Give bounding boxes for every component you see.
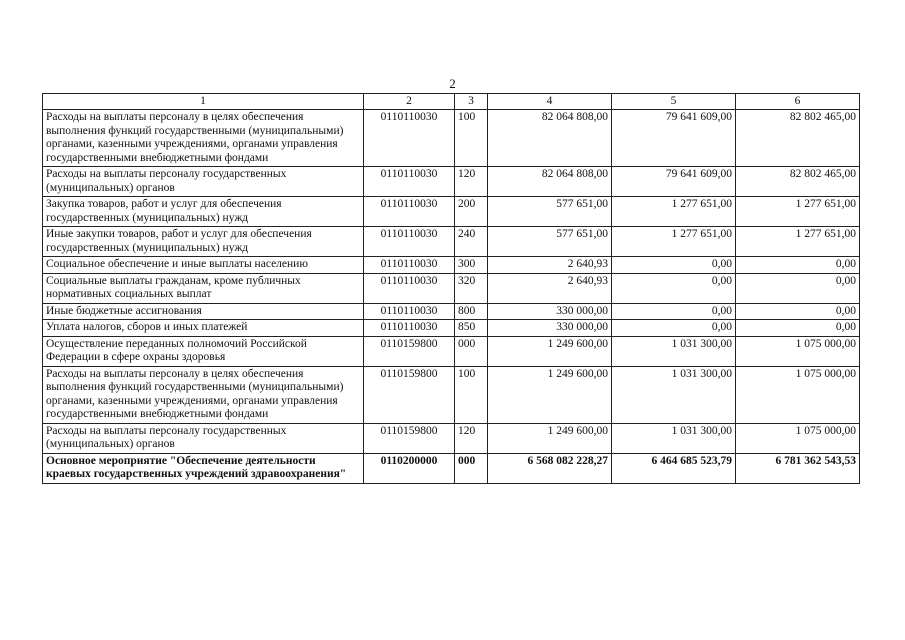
target-article-cell: 0110110030 [364,197,455,227]
expense-type-cell: 000 [455,336,488,366]
amount-col4-cell: 82 064 808,00 [488,167,612,197]
page-number: 2 [449,76,456,91]
amount-col4-cell: 1 249 600,00 [488,366,612,423]
amount-col6-cell: 82 802 465,00 [736,110,860,167]
table-row [43,320,860,337]
expense-name-cell: Социальное обеспечение и иные выплаты населению [43,257,364,274]
amount-col6-cell: 0,00 [736,257,860,274]
target-article-cell: 0110110030 [364,110,455,167]
table-row [43,273,860,303]
amount-col6-cell: 1 277 651,00 [736,227,860,257]
amount-col6-cell: 6 781 362 543,53 [736,453,860,483]
table-header-row [43,94,860,110]
expense-type-cell: 200 [455,197,488,227]
table-row [43,167,860,197]
amount-col4-cell: 577 651,00 [488,227,612,257]
amount-col4-cell: 1 249 600,00 [488,423,612,453]
table-row [43,110,860,167]
amount-col5-cell: 0,00 [612,303,736,320]
column-header: 6 [736,94,860,110]
target-article-cell: 0110159800 [364,366,455,423]
target-article-cell: 0110200000 [364,453,455,483]
target-article-cell: 0110110030 [364,257,455,274]
expense-name-cell: Иные бюджетные ассигнования [43,303,364,320]
expense-type-cell: 850 [455,320,488,337]
table-row [43,423,860,453]
target-article-cell: 0110110030 [364,227,455,257]
expense-name-cell: Иные закупки товаров, работ и услуг для обеспечения государственных (муниципальных) нужд [43,227,364,257]
target-article-cell: 0110110030 [364,167,455,197]
table-row [43,336,860,366]
amount-col5-cell: 6 464 685 523,79 [612,453,736,483]
amount-col6-cell: 1 075 000,00 [736,423,860,453]
amount-col6-cell: 0,00 [736,303,860,320]
amount-col6-cell: 1 075 000,00 [736,336,860,366]
target-article-cell: 0110110030 [364,303,455,320]
amount-col5-cell: 1 031 300,00 [612,336,736,366]
table-row [43,366,860,423]
column-header: 1 [43,94,364,110]
table-row [43,197,860,227]
expense-type-cell: 120 [455,423,488,453]
column-header: 4 [488,94,612,110]
expense-type-cell: 240 [455,227,488,257]
expense-name-cell: Основное мероприятие "Обеспечение деятельности краевых государственных учреждений здравоохранения" [43,453,364,483]
amount-col6-cell: 1 277 651,00 [736,197,860,227]
column-header: 5 [612,94,736,110]
table-row [43,257,860,274]
table-row [43,227,860,257]
expense-name-cell: Осуществление переданных полномочий Российской Федерации в сфере охраны здоровья [43,336,364,366]
amount-col4-cell: 330 000,00 [488,320,612,337]
expense-type-cell: 800 [455,303,488,320]
target-article-cell: 0110110030 [364,273,455,303]
target-article-cell: 0110110030 [364,320,455,337]
expense-name-cell: Расходы на выплаты персоналу в целях обеспечения выполнения функций государственными (муниципальными) органами, казенными учреждениями, органами управления государственными внебюджетными фондами [43,366,364,423]
amount-col5-cell: 0,00 [612,320,736,337]
expense-name-cell: Уплата налогов, сборов и иных платежей [43,320,364,337]
amount-col4-cell: 82 064 808,00 [488,110,612,167]
amount-col5-cell: 0,00 [612,273,736,303]
amount-col4-cell: 577 651,00 [488,197,612,227]
amount-col4-cell: 2 640,93 [488,273,612,303]
budget-table [42,93,860,484]
amount-col4-cell: 6 568 082 228,27 [488,453,612,483]
amount-col5-cell: 1 277 651,00 [612,197,736,227]
expense-name-cell: Расходы на выплаты персоналу в целях обеспечения выполнения функций государственными (муниципальными) органами, казенными учреждениями, органами управления государственными внебюджетными фондами [43,110,364,167]
table-row [43,303,860,320]
amount-col5-cell: 1 031 300,00 [612,423,736,453]
amount-col6-cell: 82 802 465,00 [736,167,860,197]
amount-col5-cell: 79 641 609,00 [612,110,736,167]
amount-col5-cell: 0,00 [612,257,736,274]
amount-col6-cell: 1 075 000,00 [736,366,860,423]
expense-name-cell: Закупка товаров, работ и услуг для обеспечения государственных (муниципальных) нужд [43,197,364,227]
expense-type-cell: 320 [455,273,488,303]
amount-col6-cell: 0,00 [736,320,860,337]
column-header: 2 [364,94,455,110]
amount-col5-cell: 1 277 651,00 [612,227,736,257]
expense-name-cell: Социальные выплаты гражданам, кроме публичных нормативных социальных выплат [43,273,364,303]
target-article-cell: 0110159800 [364,336,455,366]
amount-col6-cell: 0,00 [736,273,860,303]
amount-col5-cell: 79 641 609,00 [612,167,736,197]
column-header: 3 [455,94,488,110]
table-row [43,453,860,483]
amount-col5-cell: 1 031 300,00 [612,366,736,423]
amount-col4-cell: 2 640,93 [488,257,612,274]
expense-type-cell: 120 [455,167,488,197]
target-article-cell: 0110159800 [364,423,455,453]
expense-type-cell: 100 [455,366,488,423]
expense-type-cell: 000 [455,453,488,483]
expense-name-cell: Расходы на выплаты персоналу государственных (муниципальных) органов [43,423,364,453]
amount-col4-cell: 330 000,00 [488,303,612,320]
amount-col4-cell: 1 249 600,00 [488,336,612,366]
expense-type-cell: 300 [455,257,488,274]
expense-name-cell: Расходы на выплаты персоналу государственных (муниципальных) органов [43,167,364,197]
expense-type-cell: 100 [455,110,488,167]
table-body [43,110,860,484]
